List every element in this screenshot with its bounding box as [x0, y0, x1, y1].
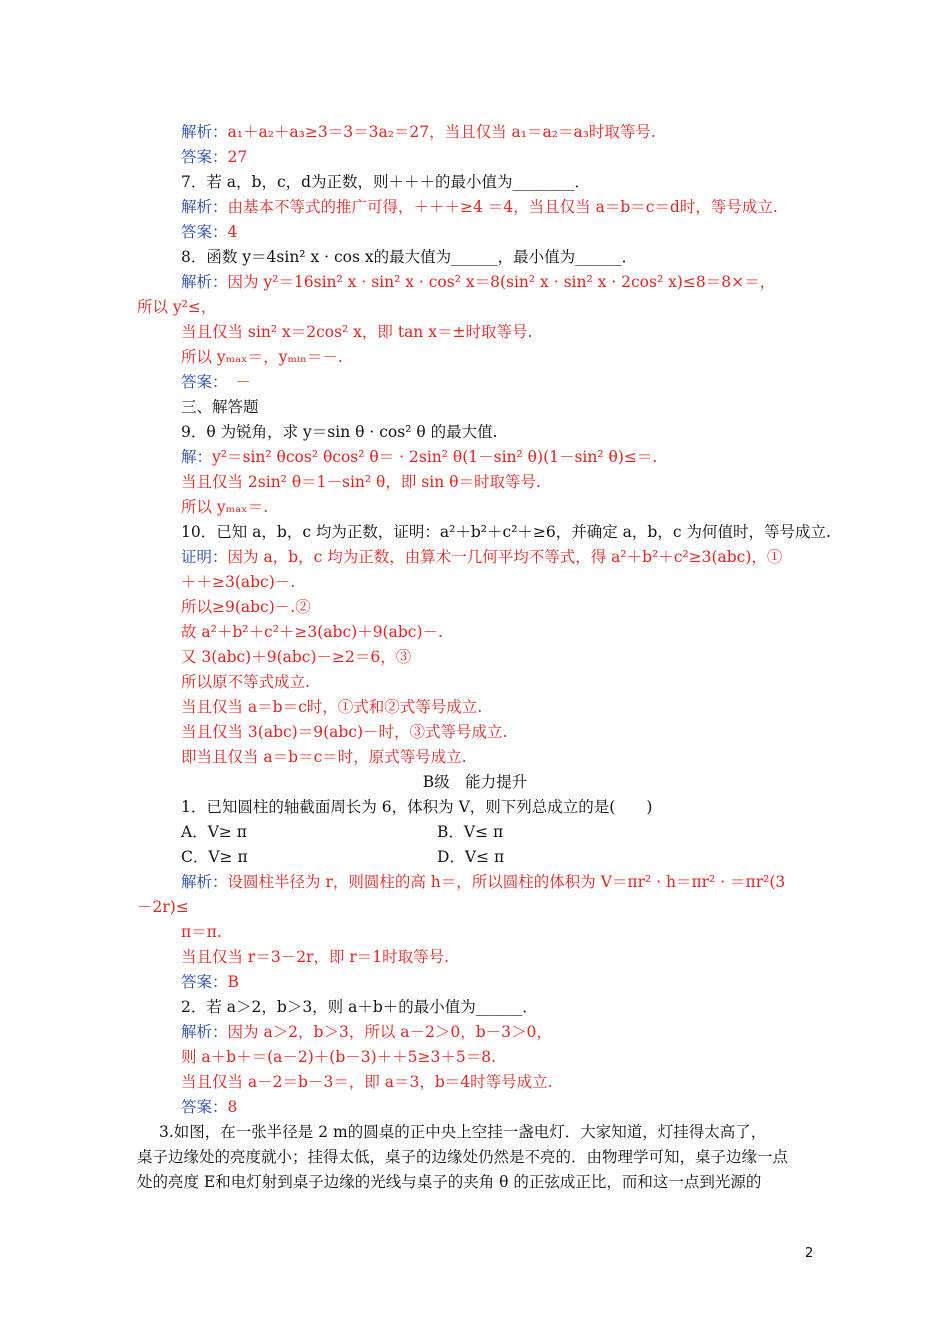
option-c: C．V≥ π [181, 848, 248, 866]
question-b1: 1．已知圆柱的轴截面周长为 6，体积为 V，则下列总成立的是( ) [181, 798, 653, 816]
level-b-heading: B级 能力提升 [422, 773, 528, 791]
line-l4: 解析：由基本不等式的推广可得，＋＋＋≥4 ＝4，当且仅当 a＝b＝c＝d时，等号成立. [181, 198, 778, 216]
line-l40: 答案：8 [181, 1098, 238, 1116]
line-l19: ＋＋≥3(abc)－. [181, 573, 296, 591]
option-a: A．V≥ π [181, 823, 247, 841]
option-b: B．V≤ π [437, 823, 504, 841]
line-l7: 解析：因为 y²＝16sin² x · sin² x · cos² x＝8(sin² x · sin² x · 2cos² x)≤8＝8×＝， [181, 273, 776, 291]
line-l15: 当且仅当 2sin² θ＝1－sin² θ，即 sin θ＝时取等号. [181, 473, 541, 491]
line-l5: 答案：4 [181, 223, 238, 241]
line-l23: 所以原不等式成立. [181, 673, 310, 691]
line-l32: －2r)≤ [137, 898, 189, 916]
line-l37: 解析：因为 a＞2，b＞3，所以 a－2＞0，b－3＞0， [181, 1023, 552, 1041]
line-l31: 解析：设圆柱半径为 r，则圆柱的高 h＝，所以圆柱的体积为 V＝πr² · h＝πr² · ＝πr²(3 [181, 873, 786, 891]
line-l25: 当且仅当 3(abc)＝9(abc)－时，③式等号成立. [181, 723, 508, 741]
option-d: D．V≤ π [437, 848, 505, 866]
line-l9: 当且仅当 sin² x＝2cos² x，即 tan x＝±时取等号. [181, 323, 533, 341]
line-l35: 答案：B [181, 973, 239, 991]
line-l33: π＝π. [181, 923, 222, 941]
line-l14: 解：y²＝sin² θcos² θcos² θ＝ · 2sin² θ(1－sin² θ)(1－sin² θ)≤＝. [181, 448, 658, 466]
line-l21: 故 a²＋b²＋c²＋≥3(abc)＋9(abc)－. [181, 623, 443, 641]
question-8: 8．函数 y＝4sin² x · cos x的最大值为______，最小值为______． [181, 248, 638, 266]
line-l10: 所以 yₘₐₓ＝，yₘᵢₙ＝－. [181, 348, 343, 366]
line-l18: 证明：因为 a，b，c 均为正数，由算术一几何平均不等式，得 a²＋b²＋c²≥3(abc)，① [181, 548, 783, 566]
question-9: 9．θ 为锐角，求 y＝sin θ · cos² θ 的最大值. [181, 423, 498, 441]
question-b3: 3.如图，在一张半径是 2 m的圆桌的正中央上空挂一盏电灯．大家知道，灯挂得太高了， [159, 1123, 767, 1141]
line-l24: 当且仅当 a＝b＝c时，①式和②式等号成立. [181, 698, 483, 716]
line-l26: 即当且仅当 a＝b＝c＝时，原式等号成立. [181, 748, 467, 766]
line-l34: 当且仅当 r＝3－2r，即 r＝1时取等号. [181, 948, 450, 966]
line-l1: 解析：a₁＋a₂＋a₃≥3＝3＝3a₂＝27，当且仅当 a₁＝a₂＝a₃时取等号. [181, 123, 656, 141]
line-l22: 又 3(abc)＋9(abc)－≥2＝6，③ [181, 648, 412, 666]
question-b3-cont2: 处的亮度 E和电灯射到桌子边缘的光线与桌子的夹角 θ 的正弦成正比，而和这一点到光源的 [137, 1173, 762, 1191]
line-l39: 当且仅当 a－2＝b－3＝，即 a＝3，b＝4时等号成立. [181, 1073, 553, 1091]
line-l8: 所以 y²≤， [137, 298, 217, 316]
question-7: 7．若 a，b，c，d为正数，则＋＋＋的最小值为________． [181, 173, 591, 191]
line-l20: 所以≥9(abc)－.② [181, 598, 311, 616]
question-10: 10．已知 a，b，c 均为正数，证明：a²＋b²＋c²＋≥6，并确定 a，b，c 为何值时，等号成立. [181, 523, 831, 541]
line-l11: 答案： － [181, 373, 251, 391]
line-l16: 所以 yₘₐₓ＝. [181, 498, 269, 516]
line-l2: 答案：27 [181, 148, 248, 166]
page-number: 2 [805, 1246, 814, 1261]
question-b3-cont1: 桌子边缘处的亮度就小；挂得太低，桌子的边缘处仍然是不亮的．由物理学可知，桌子边缘一点 [137, 1148, 789, 1166]
section-heading: 三、解答题 [181, 398, 259, 416]
line-l38: 则 a＋b＋＝(a－2)＋(b－3)＋＋5≥3＋5＝8. [181, 1048, 497, 1066]
question-b2: 2．若 a＞2，b＞3，则 a＋b＋的最小值为______． [181, 998, 538, 1016]
